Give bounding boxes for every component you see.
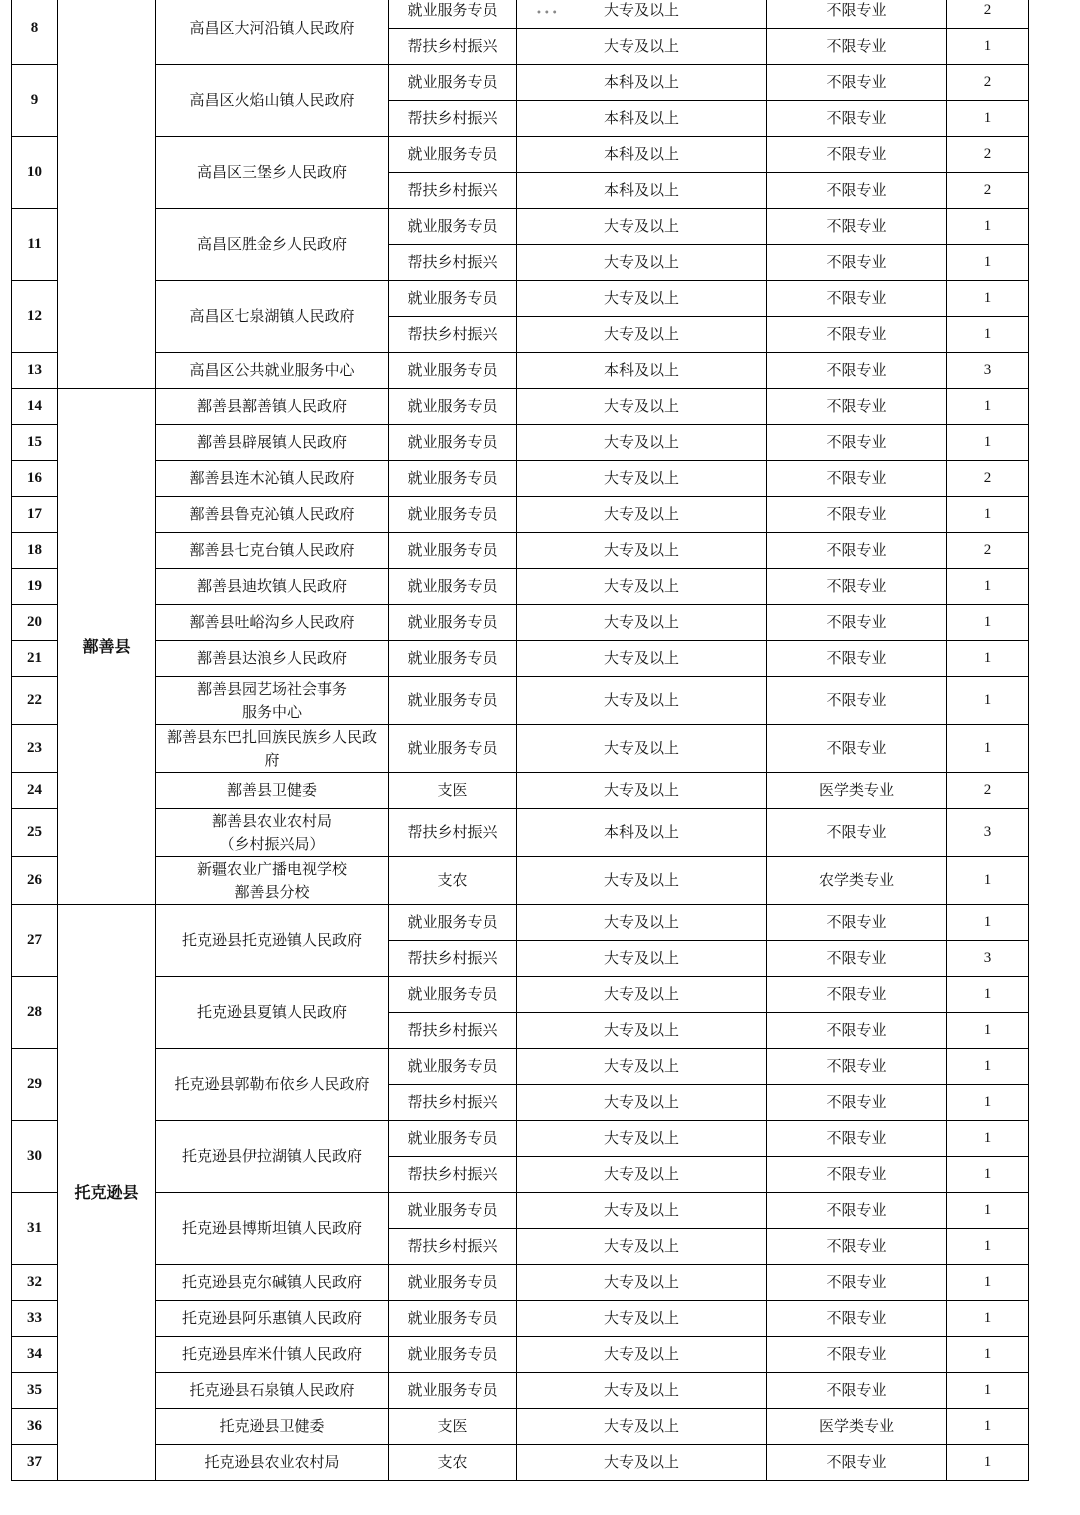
headcount-cell: 1 [947, 317, 1029, 353]
headcount-cell: 1 [947, 1121, 1029, 1157]
position-title-cell: 就业服务专员 [389, 137, 517, 173]
row-number: 24 [12, 773, 58, 809]
headcount-cell: 1 [947, 641, 1029, 677]
headcount-cell: 1 [947, 1085, 1029, 1121]
position-title-cell: 帮扶乡村振兴 [389, 245, 517, 281]
major-cell: 不限专业 [767, 605, 947, 641]
position-title-cell: 帮扶乡村振兴 [389, 101, 517, 137]
education-cell: 本科及以上 [517, 353, 767, 389]
headcount-cell: 1 [947, 569, 1029, 605]
headcount-cell: 1 [947, 725, 1029, 773]
position-title-cell: 就业服务专员 [389, 1049, 517, 1085]
row-number: 21 [12, 641, 58, 677]
department-cell: 托克逊县博斯坦镇人民政府 [156, 1193, 389, 1265]
row-number: 19 [12, 569, 58, 605]
education-cell: 大专及以上 [517, 977, 767, 1013]
headcount-cell: 1 [947, 245, 1029, 281]
county-cell: 托克逊县 [58, 905, 156, 1481]
education-cell: 大专及以上 [517, 569, 767, 605]
education-cell: 大专及以上 [517, 425, 767, 461]
table-row [12, 905, 1029, 941]
headcount-cell: 3 [947, 941, 1029, 977]
major-cell: 不限专业 [767, 389, 947, 425]
position-title-cell: 就业服务专员 [389, 1265, 517, 1301]
headcount-cell: 1 [947, 1013, 1029, 1049]
row-number: 11 [12, 209, 58, 281]
row-number: 18 [12, 533, 58, 569]
headcount-cell: 1 [947, 389, 1029, 425]
major-cell: 不限专业 [767, 317, 947, 353]
row-number: 13 [12, 353, 58, 389]
headcount-cell: 1 [947, 1409, 1029, 1445]
major-cell: 不限专业 [767, 569, 947, 605]
department-cell: 托克逊县库米什镇人民政府 [156, 1337, 389, 1373]
major-cell: 不限专业 [767, 65, 947, 101]
row-number: 23 [12, 725, 58, 773]
major-cell: 不限专业 [767, 1265, 947, 1301]
row-number: 37 [12, 1445, 58, 1481]
row-number: 34 [12, 1337, 58, 1373]
headcount-cell: 1 [947, 1445, 1029, 1481]
position-title-cell: 帮扶乡村振兴 [389, 29, 517, 65]
major-cell: 不限专业 [767, 677, 947, 725]
position-title-cell: 支医 [389, 1409, 517, 1445]
department-cell: 托克逊县夏镇人民政府 [156, 977, 389, 1049]
position-title-cell: 就业服务专员 [389, 905, 517, 941]
position-title-cell: 就业服务专员 [389, 677, 517, 725]
major-cell: 不限专业 [767, 809, 947, 857]
education-cell: 大专及以上 [517, 389, 767, 425]
education-cell: 本科及以上 [517, 809, 767, 857]
table-row [12, 1337, 1029, 1373]
headcount-cell: 2 [947, 533, 1029, 569]
headcount-cell: 2 [947, 773, 1029, 809]
row-number: 22 [12, 677, 58, 725]
headcount-cell: 1 [947, 605, 1029, 641]
table-row [12, 0, 1029, 29]
row-number: 20 [12, 605, 58, 641]
major-cell: 不限专业 [767, 1049, 947, 1085]
major-cell: 不限专业 [767, 425, 947, 461]
major-cell: 不限专业 [767, 1013, 947, 1049]
education-cell: 大专及以上 [517, 857, 767, 905]
position-title-cell: 支医 [389, 773, 517, 809]
more-options-icon[interactable]: ••• [536, 8, 560, 19]
position-title-cell: 就业服务专员 [389, 1337, 517, 1373]
position-title-cell: 就业服务专员 [389, 1121, 517, 1157]
headcount-cell: 1 [947, 905, 1029, 941]
education-cell: 大专及以上 [517, 461, 767, 497]
table-row [12, 497, 1029, 533]
position-title-cell: 就业服务专员 [389, 461, 517, 497]
headcount-cell: 2 [947, 0, 1029, 29]
major-cell: 不限专业 [767, 461, 947, 497]
county-cell [58, 0, 156, 389]
position-title-cell: 就业服务专员 [389, 389, 517, 425]
position-title-cell: 就业服务专员 [389, 353, 517, 389]
major-cell: 不限专业 [767, 905, 947, 941]
department-cell: 托克逊县托克逊镇人民政府 [156, 905, 389, 977]
department-cell: 新疆农业广播电视学校 鄯善县分校 [156, 857, 389, 905]
major-cell: 不限专业 [767, 1085, 947, 1121]
major-cell: 不限专业 [767, 1337, 947, 1373]
major-cell: 不限专业 [767, 1229, 947, 1265]
table-row [12, 533, 1029, 569]
headcount-cell: 3 [947, 809, 1029, 857]
position-title-cell: 支农 [389, 857, 517, 905]
table-row [12, 569, 1029, 605]
headcount-cell: 1 [947, 1301, 1029, 1337]
headcount-cell: 2 [947, 65, 1029, 101]
department-cell: 托克逊县克尔碱镇人民政府 [156, 1265, 389, 1301]
position-title-cell: 帮扶乡村振兴 [389, 809, 517, 857]
education-cell: 大专及以上 [517, 533, 767, 569]
row-number: 14 [12, 389, 58, 425]
position-title-cell: 就业服务专员 [389, 605, 517, 641]
education-cell: 大专及以上 [517, 1013, 767, 1049]
department-cell: 鄯善县农业农村局 （乡村振兴局） [156, 809, 389, 857]
department-cell: 高昌区三堡乡人民政府 [156, 137, 389, 209]
table-row [12, 1265, 1029, 1301]
table-row [12, 425, 1029, 461]
row-number: 15 [12, 425, 58, 461]
education-cell: 本科及以上 [517, 101, 767, 137]
positions-table [11, 0, 1029, 1481]
department-cell: 高昌区火焰山镇人民政府 [156, 65, 389, 137]
department-cell: 鄯善县连木沁镇人民政府 [156, 461, 389, 497]
position-title-cell: 支农 [389, 1445, 517, 1481]
education-cell: 大专及以上 [517, 497, 767, 533]
department-cell: 鄯善县迪坎镇人民政府 [156, 569, 389, 605]
education-cell: 大专及以上 [517, 1373, 767, 1409]
major-cell: 不限专业 [767, 101, 947, 137]
department-cell: 鄯善县达浪乡人民政府 [156, 641, 389, 677]
row-number: 36 [12, 1409, 58, 1445]
position-title-cell: 就业服务专员 [389, 497, 517, 533]
headcount-cell: 1 [947, 101, 1029, 137]
headcount-cell: 1 [947, 209, 1029, 245]
major-cell: 不限专业 [767, 245, 947, 281]
headcount-cell: 1 [947, 281, 1029, 317]
row-number: 31 [12, 1193, 58, 1265]
row-number: 27 [12, 905, 58, 977]
position-title-cell: 就业服务专员 [389, 977, 517, 1013]
row-number: 9 [12, 65, 58, 137]
department-cell: 鄯善县七克台镇人民政府 [156, 533, 389, 569]
major-cell: 不限专业 [767, 0, 947, 29]
table-row [12, 809, 1029, 857]
major-cell: 医学类专业 [767, 1409, 947, 1445]
table-row [12, 1301, 1029, 1337]
row-number: 25 [12, 809, 58, 857]
headcount-cell: 1 [947, 1229, 1029, 1265]
row-number: 17 [12, 497, 58, 533]
row-number: 28 [12, 977, 58, 1049]
position-title-cell: 帮扶乡村振兴 [389, 317, 517, 353]
major-cell: 不限专业 [767, 1193, 947, 1229]
position-title-cell: 帮扶乡村振兴 [389, 1013, 517, 1049]
major-cell: 不限专业 [767, 533, 947, 569]
major-cell: 不限专业 [767, 497, 947, 533]
department-cell: 高昌区公共就业服务中心 [156, 353, 389, 389]
major-cell: 不限专业 [767, 941, 947, 977]
position-title-cell: 帮扶乡村振兴 [389, 1229, 517, 1265]
position-title-cell: 就业服务专员 [389, 281, 517, 317]
education-cell: 大专及以上 [517, 605, 767, 641]
major-cell: 不限专业 [767, 281, 947, 317]
department-cell: 高昌区大河沿镇人民政府 [156, 0, 389, 65]
department-cell: 鄯善县辟展镇人民政府 [156, 425, 389, 461]
major-cell: 不限专业 [767, 641, 947, 677]
headcount-cell: 1 [947, 1337, 1029, 1373]
education-cell: 大专及以上 [517, 1193, 767, 1229]
education-cell: 大专及以上 [517, 1229, 767, 1265]
education-cell: 大专及以上 [517, 1445, 767, 1481]
table-row [12, 353, 1029, 389]
position-title-cell: 就业服务专员 [389, 425, 517, 461]
department-cell: 托克逊县卫健委 [156, 1409, 389, 1445]
education-cell: 大专及以上 [517, 1049, 767, 1085]
table-row [12, 461, 1029, 497]
department-cell: 高昌区七泉湖镇人民政府 [156, 281, 389, 353]
table-row [12, 281, 1029, 317]
row-number: 30 [12, 1121, 58, 1193]
education-cell: 大专及以上 [517, 1121, 767, 1157]
position-title-cell: 就业服务专员 [389, 209, 517, 245]
row-number: 10 [12, 137, 58, 209]
table-row [12, 857, 1029, 905]
table-row [12, 773, 1029, 809]
position-title-cell: 就业服务专员 [389, 1301, 517, 1337]
education-cell: 本科及以上 [517, 173, 767, 209]
headcount-cell: 1 [947, 425, 1029, 461]
position-title-cell: 就业服务专员 [389, 725, 517, 773]
education-cell: 大专及以上 [517, 1085, 767, 1121]
department-cell: 鄯善县鲁克沁镇人民政府 [156, 497, 389, 533]
education-cell: 大专及以上 [517, 209, 767, 245]
position-title-cell: 就业服务专员 [389, 641, 517, 677]
major-cell: 不限专业 [767, 29, 947, 65]
department-cell: 托克逊县伊拉湖镇人民政府 [156, 1121, 389, 1193]
table-row [12, 209, 1029, 245]
education-cell: 大专及以上 [517, 1157, 767, 1193]
major-cell: 不限专业 [767, 1301, 947, 1337]
row-number: 29 [12, 1049, 58, 1121]
major-cell: 不限专业 [767, 725, 947, 773]
headcount-cell: 2 [947, 461, 1029, 497]
row-number: 26 [12, 857, 58, 905]
education-cell: 大专及以上 [517, 725, 767, 773]
table-row [12, 1193, 1029, 1229]
headcount-cell: 3 [947, 353, 1029, 389]
row-number: 33 [12, 1301, 58, 1337]
major-cell: 不限专业 [767, 1445, 947, 1481]
education-cell: 大专及以上 [517, 1301, 767, 1337]
row-number: 35 [12, 1373, 58, 1409]
department-cell: 托克逊县石泉镇人民政府 [156, 1373, 389, 1409]
table-row [12, 389, 1029, 425]
table-row [12, 65, 1029, 101]
table-row [12, 605, 1029, 641]
education-cell: 大专及以上 [517, 245, 767, 281]
headcount-cell: 1 [947, 497, 1029, 533]
table-row [12, 1121, 1029, 1157]
headcount-cell: 1 [947, 1373, 1029, 1409]
education-cell: 大专及以上 [517, 1337, 767, 1373]
table-row [12, 641, 1029, 677]
table-row [12, 1049, 1029, 1085]
position-title-cell: 就业服务专员 [389, 1373, 517, 1409]
headcount-cell: 1 [947, 977, 1029, 1013]
row-number: 16 [12, 461, 58, 497]
major-cell: 不限专业 [767, 137, 947, 173]
education-cell: 本科及以上 [517, 137, 767, 173]
county-cell: 鄯善县 [58, 389, 156, 905]
table-row [12, 1409, 1029, 1445]
department-cell: 托克逊县农业农村局 [156, 1445, 389, 1481]
headcount-cell: 1 [947, 1049, 1029, 1085]
headcount-cell: 2 [947, 137, 1029, 173]
department-cell: 鄯善县园艺场社会事务 服务中心 [156, 677, 389, 725]
position-title-cell: 帮扶乡村振兴 [389, 173, 517, 209]
education-cell: 大专及以上 [517, 281, 767, 317]
education-cell: 大专及以上 [517, 0, 767, 29]
table-row [12, 677, 1029, 725]
major-cell: 不限专业 [767, 1157, 947, 1193]
position-title-cell: 帮扶乡村振兴 [389, 1157, 517, 1193]
position-title-cell: 就业服务专员 [389, 1193, 517, 1229]
major-cell: 不限专业 [767, 1373, 947, 1409]
row-number: 32 [12, 1265, 58, 1301]
headcount-cell: 1 [947, 1265, 1029, 1301]
table-row [12, 1445, 1029, 1481]
headcount-cell: 1 [947, 29, 1029, 65]
education-cell: 大专及以上 [517, 677, 767, 725]
position-title-cell: 就业服务专员 [389, 569, 517, 605]
department-cell: 鄯善县卫健委 [156, 773, 389, 809]
major-cell: 不限专业 [767, 353, 947, 389]
major-cell: 不限专业 [767, 209, 947, 245]
table-row [12, 725, 1029, 773]
headcount-cell: 1 [947, 1157, 1029, 1193]
major-cell: 不限专业 [767, 173, 947, 209]
education-cell: 大专及以上 [517, 641, 767, 677]
headcount-cell: 1 [947, 677, 1029, 725]
row-number: 8 [12, 0, 58, 65]
position-title-cell: 就业服务专员 [389, 0, 517, 29]
education-cell: 本科及以上 [517, 65, 767, 101]
department-cell: 托克逊县郭勒布依乡人民政府 [156, 1049, 389, 1121]
education-cell: 大专及以上 [517, 773, 767, 809]
major-cell: 不限专业 [767, 1121, 947, 1157]
position-title-cell: 就业服务专员 [389, 533, 517, 569]
table-row [12, 137, 1029, 173]
position-title-cell: 帮扶乡村振兴 [389, 941, 517, 977]
table-row [12, 1373, 1029, 1409]
department-cell: 鄯善县东巴扎回族民族乡人民政 府 [156, 725, 389, 773]
major-cell: 农学类专业 [767, 857, 947, 905]
headcount-cell: 2 [947, 173, 1029, 209]
headcount-cell: 1 [947, 857, 1029, 905]
education-cell: 大专及以上 [517, 1409, 767, 1445]
major-cell: 不限专业 [767, 977, 947, 1013]
position-title-cell: 就业服务专员 [389, 65, 517, 101]
department-cell: 鄯善县吐峪沟乡人民政府 [156, 605, 389, 641]
major-cell: 医学类专业 [767, 773, 947, 809]
headcount-cell: 1 [947, 1193, 1029, 1229]
position-title-cell: 帮扶乡村振兴 [389, 1085, 517, 1121]
education-cell: 大专及以上 [517, 905, 767, 941]
department-cell: 高昌区胜金乡人民政府 [156, 209, 389, 281]
table-row [12, 977, 1029, 1013]
education-cell: 大专及以上 [517, 29, 767, 65]
education-cell: 大专及以上 [517, 317, 767, 353]
row-number: 12 [12, 281, 58, 353]
education-cell: 大专及以上 [517, 941, 767, 977]
department-cell: 鄯善县鄯善镇人民政府 [156, 389, 389, 425]
department-cell: 托克逊县阿乐惠镇人民政府 [156, 1301, 389, 1337]
education-cell: 大专及以上 [517, 1265, 767, 1301]
